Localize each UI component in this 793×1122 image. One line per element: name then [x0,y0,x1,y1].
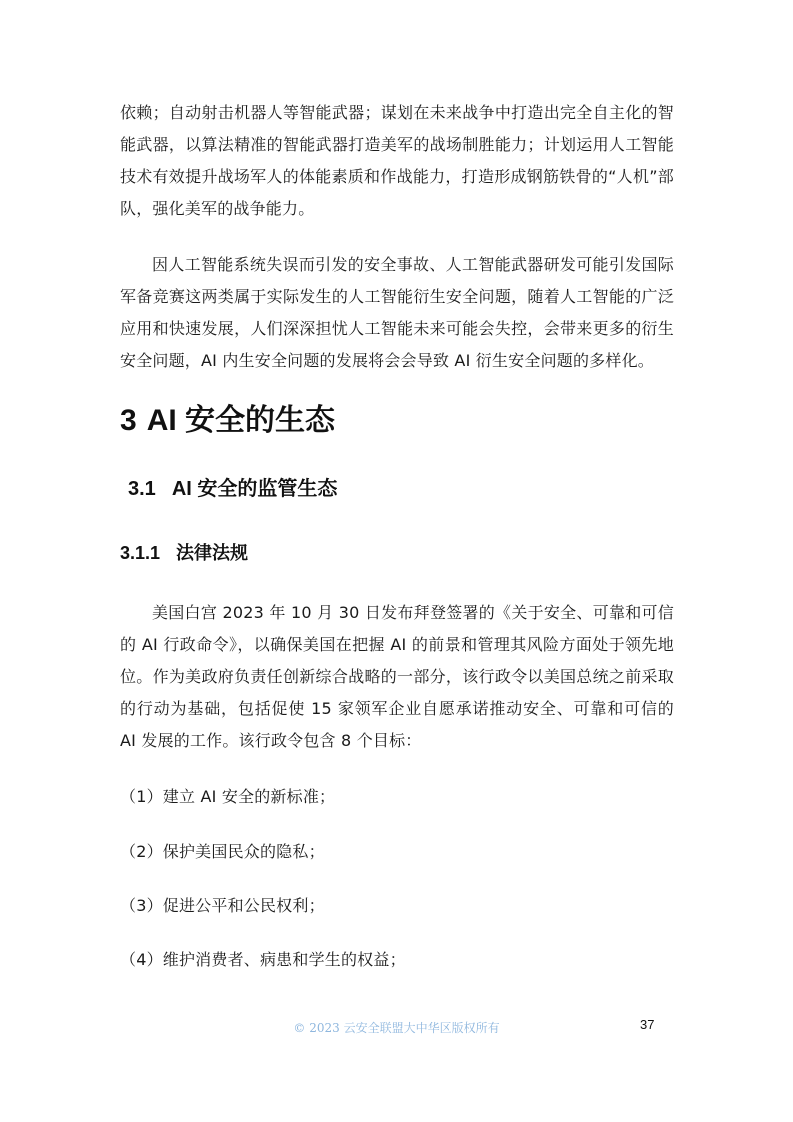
list-item: （4）维护消费者、病患和学生的权益； [120,950,406,969]
subsection-title: AI 安全的监管生态 [171,478,338,500]
paragraph-executive-order: 美国白宫 2023 年 10 月 30 日发布拜登签署的《关于安全、可靠和可信的 AI 行政命令》，以确保美国在把握 AI 的前景和管理其风险方面处于领先地位。作为美政府负责任创新综合战略的一部分，该行政令以美国总统之前采取的行动为基础，包括促使 15 家领军企业自愿承诺推动安全、可靠和可信的 AI 发展的工作。该行政令包含 8 个目标： [120,603,674,750]
list-item: （1）建立 AI 安全的新标准； [120,787,336,806]
paragraph-derived-security: 因人工智能系统失误而引发的安全事故、人工智能武器研发可能引发国际军备竞赛这两类属于实际发生的人工智能衍生安全问题，随着人工智能的广泛应用和快速发展，人们深深担忧人工智能未来可能会失控，会带来更多的衍生安全问题，AI 内生安全问题的发展将会会导致 AI 衍生安全问题的多样化。 [120,255,674,370]
footer-copyright: © 2023 云安全联盟大中华区版权所有 [293,1021,500,1035]
subsection-heading-3-1 [128,474,337,504]
page-number: 37 [640,1017,655,1032]
subsection-number: 3.1 [128,478,156,500]
subsubsection-number: 3.1.1 [120,543,161,563]
subsubsection-title: 法律法规 [176,543,249,563]
list-item: （3）促进公平和公民权利； [120,896,325,915]
section-heading-3 [120,398,335,444]
list-item: （2）保护美国民众的隐私； [120,842,325,861]
subsubsection-heading-3-1-1 [120,538,248,568]
paragraph-military-ai: 依赖；自动射击机器人等智能武器；谋划在未来战争中打造出完全自主化的智能武器，以算法精准的智能武器打造美军的战场制胜能力；计划运用人工智能技术有效提升战场军人的体能素质和作战能力，打造形成钢筋铁骨的“人机”部队，强化美军的战争能力。 [120,103,674,218]
section-title: AI 安全的生态 [146,404,336,437]
section-number: 3 [120,404,137,437]
